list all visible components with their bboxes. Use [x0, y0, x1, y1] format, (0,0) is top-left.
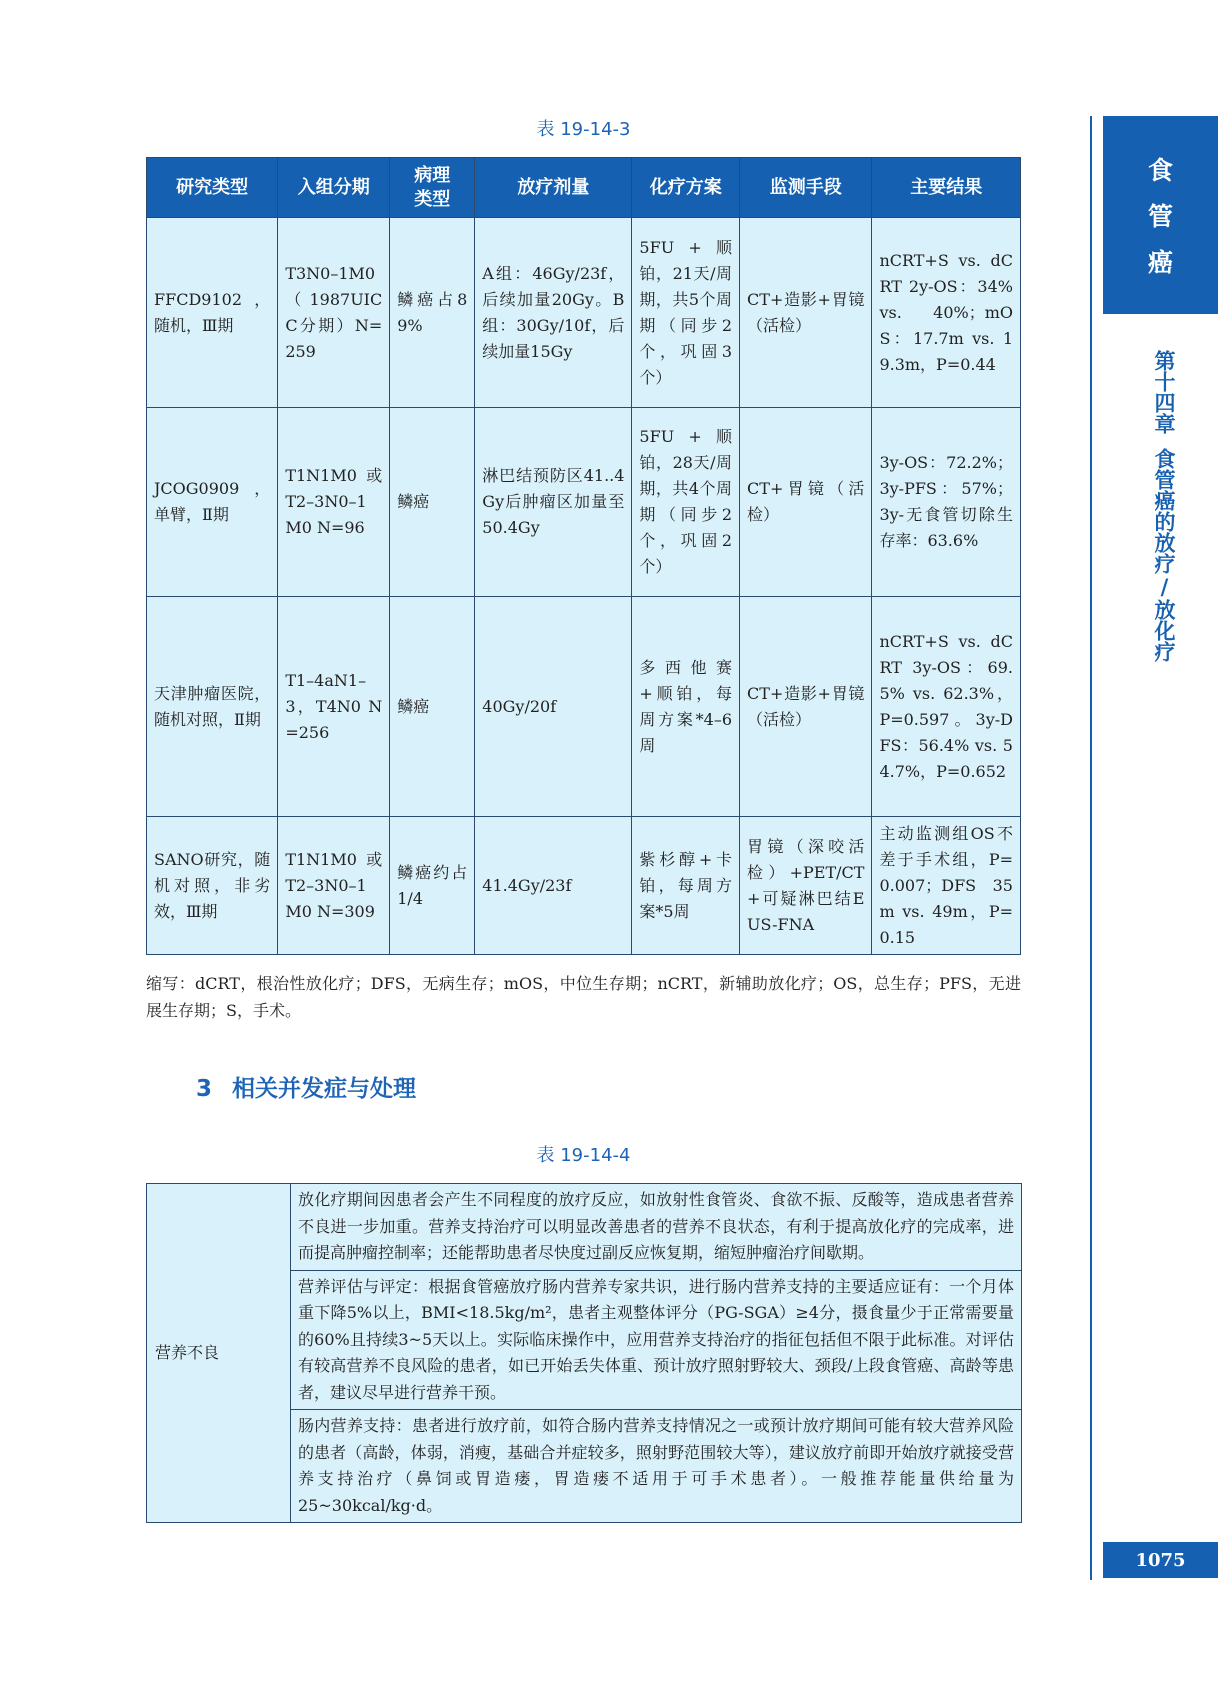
sidebar-topic-char: 癌 — [1147, 248, 1173, 277]
table-cell: 多西他赛+顺铂，每周方案*4–6周 — [632, 597, 740, 817]
table-cell: SANO研究，随机对照，非劣效，Ⅲ期 — [147, 817, 278, 955]
table-cell: 天津肿瘤医院，随机对照，Ⅱ期 — [147, 597, 278, 817]
table-cell: T1N1M0 或 T2–3N0–1M0 N=96 — [278, 408, 390, 597]
study-table — [146, 157, 1021, 955]
table-caption: 表 19-14-3 — [536, 119, 631, 140]
header-chemo: 化疗方案 — [632, 158, 740, 218]
table-cell: T1–4aN1–3，T4N0 N=256 — [278, 597, 390, 817]
sidebar-chapter — [1138, 350, 1178, 662]
header-radiation-dose: 放疗剂量 — [475, 158, 632, 218]
table-cell: A组：46Gy/23f，后续加量20Gy。B组：30Gy/10f，后续加量15Gy — [475, 218, 632, 408]
chapter-number: 第十四章 — [1152, 350, 1177, 434]
table-cell: 3y-OS：72.2%；3y-PFS：57%；3y-无食管切除生存率：63.6% — [872, 408, 1021, 597]
header-pathology: 病理 类型 — [390, 158, 475, 218]
header-monitoring: 监测手段 — [740, 158, 872, 218]
table-row — [147, 817, 1021, 955]
section-heading — [196, 1070, 416, 1103]
table-cell: T1N1M0 或 T2–3N0–1M0 N=309 — [278, 817, 390, 955]
table-caption: 表 19-14-4 — [536, 1145, 631, 1166]
table-cell: 40Gy/20f — [475, 597, 632, 817]
table-cell: JCOG0909，单臂，Ⅱ期 — [147, 408, 278, 597]
table-row — [147, 218, 1021, 408]
table-header-row — [147, 158, 1021, 218]
table-cell: CT+造影+胃镜（活检） — [740, 218, 872, 408]
table-cell: 5FU + 顺铂，21天/周期，共5个周期（同步2个，巩固3个） — [632, 218, 740, 408]
paragraph-cell: 放化疗期间因患者会产生不同程度的放疗反应，如放射性食管炎、食欲不振、反酸等，造成患者营养不良进一步加重。营养支持治疗可以明显改善患者的营养不良状态，有利于提高放化疗的完成率，进而提高肿瘤控制率；还能帮助患者尽快度过副反应恢复期，缩短肿瘤治疗间歇期。 — [291, 1184, 1022, 1271]
table-cell: 胃镜（深咬活检）+PET/CT+可疑淋巴结EUS-FNA — [740, 817, 872, 955]
table-cell: 淋巴结预防区41..4Gy后肿瘤区加量至50.4Gy — [475, 408, 632, 597]
sidebar-topic-char: 食 — [1147, 156, 1173, 185]
table-cell: 鳞癌 — [390, 408, 475, 597]
header-results: 主要结果 — [872, 158, 1021, 218]
table-row — [147, 408, 1021, 597]
table-cell: nCRT+S vs. dCRT 2y-OS：34% vs. 40%；mOS：17.7m vs. 19.3m，P=0.44 — [872, 218, 1021, 408]
table-cell: T3N0–1M0（1987UICC分期）N=259 — [278, 218, 390, 408]
table-cell: FFCD9102，随机，Ⅲ期 — [147, 218, 278, 408]
sidebar-divider — [1090, 116, 1092, 1580]
table-cell: 5FU + 顺铂，28天/周期，共4个周期（同步2个，巩固2个） — [632, 408, 740, 597]
table-cell: CT+造影+胃镜（活检） — [740, 597, 872, 817]
table-cell: CT+胃镜（活检） — [740, 408, 872, 597]
page-number: 1075 — [1103, 1542, 1218, 1578]
table-row — [147, 597, 1021, 817]
sidebar-topic-box — [1103, 116, 1218, 314]
paragraph-cell: 营养评估与评定：根据食管癌放疗肠内营养专家共识，进行肠内营养支持的主要适应证有：一个月体重下降5%以上，BMI<18.5kg/m²，患者主观整体评分（PG-SGA）≥4分，摄食量少于正常需要量的60%且持续3~5天以上。实际临床操作中，应用营养支持治疗的指征包括但不限于此标准。对评估有较高营养不良风险的患者，如已开始丢失体重、预计放疗照射野较大、颈段/上段食管癌、高龄等患者，建议尽早进行营养干预。 — [291, 1270, 1022, 1410]
header-study-type: 研究类型 — [147, 158, 278, 218]
section-title: 相关并发症与处理 — [232, 1076, 417, 1102]
table-row — [147, 1184, 1022, 1271]
nutrition-table — [146, 1183, 1022, 1523]
section-number: 3 — [196, 1076, 213, 1102]
row-label: 营养不良 — [147, 1184, 291, 1523]
table-cell: 主动监测组OS不差于手术组，P=0.007；DFS 35m vs. 49m，P=0.15 — [872, 817, 1021, 955]
header-stage: 入组分期 — [278, 158, 390, 218]
abbreviation-note: 缩写：dCRT，根治性放化疗；DFS，无病生存；mOS，中位生存期；nCRT，新辅助放化疗；OS，总生存；PFS，无进展生存期；S，手术。 — [146, 974, 1021, 1020]
paragraph-cell: 肠内营养支持：患者进行放疗前，如符合肠内营养支持情况之一或预计放疗期间可能有较大营养风险的患者（高龄，体弱，消瘦，基础合并症较多，照射野范围较大等），建议放疗前即开始放疗就接受营养支持治疗（鼻饲或胃造瘘，胃造瘘不适用于可手术患者）。一般推荐能量供给量为25~30kcal/kg·d。 — [291, 1410, 1022, 1523]
table-cell: nCRT+S vs. dCRT 3y-OS：69.5% vs. 62.3%，P=0.597。3y-DFS：56.4% vs. 54.7%，P=0.652 — [872, 597, 1021, 817]
chapter-title: 食管癌的放疗/放化疗 — [1152, 448, 1177, 662]
table-cell: 41.4Gy/23f — [475, 817, 632, 955]
sidebar-topic-char: 管 — [1147, 202, 1173, 231]
table-cell: 鳞癌约占1/4 — [390, 817, 475, 955]
table-cell: 紫杉醇+卡铂，每周方案*5周 — [632, 817, 740, 955]
table-cell: 鳞癌占89% — [390, 218, 475, 408]
table-cell: 鳞癌 — [390, 597, 475, 817]
